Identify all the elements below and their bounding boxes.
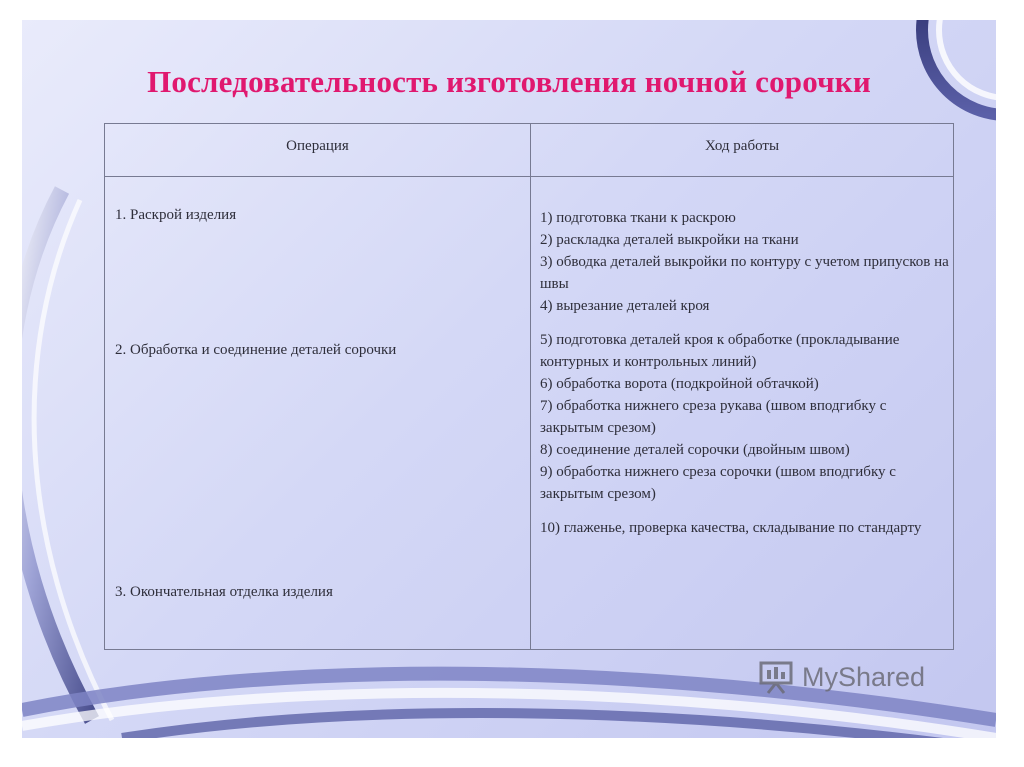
step-7: 7) обработка нижнего среза рукава (швом вподгибку с закрытым срезом): [540, 398, 887, 436]
step-6: 6) обработка ворота (подкройной обтачкой): [540, 376, 819, 392]
step-4: 4) вырезание деталей кроя: [540, 298, 710, 314]
myshared-watermark: [758, 660, 925, 694]
operations-table: [104, 123, 954, 650]
column-divider: [530, 124, 531, 649]
step-3: 3) обводка деталей выкройки по контуру с учетом припусков на швы: [540, 254, 949, 292]
slide: [22, 20, 996, 738]
presentation-board-icon: [758, 660, 796, 694]
step-5: 5) подготовка деталей кроя к обработке (прокладывание контурных и контрольных линий): [540, 332, 900, 370]
left-ring-arc-inner: [34, 200, 112, 720]
left-ring-arc: [22, 190, 92, 720]
slide-title: Последовательность изготовления ночной сорочки: [147, 64, 871, 99]
step-10: 10) глаженье, проверка качества, складывание по стандарту: [540, 520, 922, 536]
header-progress: Ход работы: [704, 138, 780, 154]
step-2: 2) раскладка деталей выкройки на ткани: [540, 232, 799, 248]
step-9: 9) обработка нижнего среза сорочки (швом вподгибку с закрытым срезом): [540, 464, 896, 502]
watermark-text: MyShared: [802, 661, 926, 692]
step-8: 8) соединение деталей сорочки (двойным швом): [540, 442, 850, 458]
header-divider: [105, 176, 953, 177]
operation-1: 1. Раскрой изделия: [115, 207, 237, 223]
steps-column: [540, 207, 950, 539]
header-operation: Операция: [286, 138, 349, 154]
operation-3: 3. Окончательная отделка изделия: [115, 584, 333, 600]
step-1: 1) подготовка ткани к раскрою: [540, 210, 736, 226]
operation-2: 2. Обработка и соединение деталей сорочки: [115, 342, 397, 358]
